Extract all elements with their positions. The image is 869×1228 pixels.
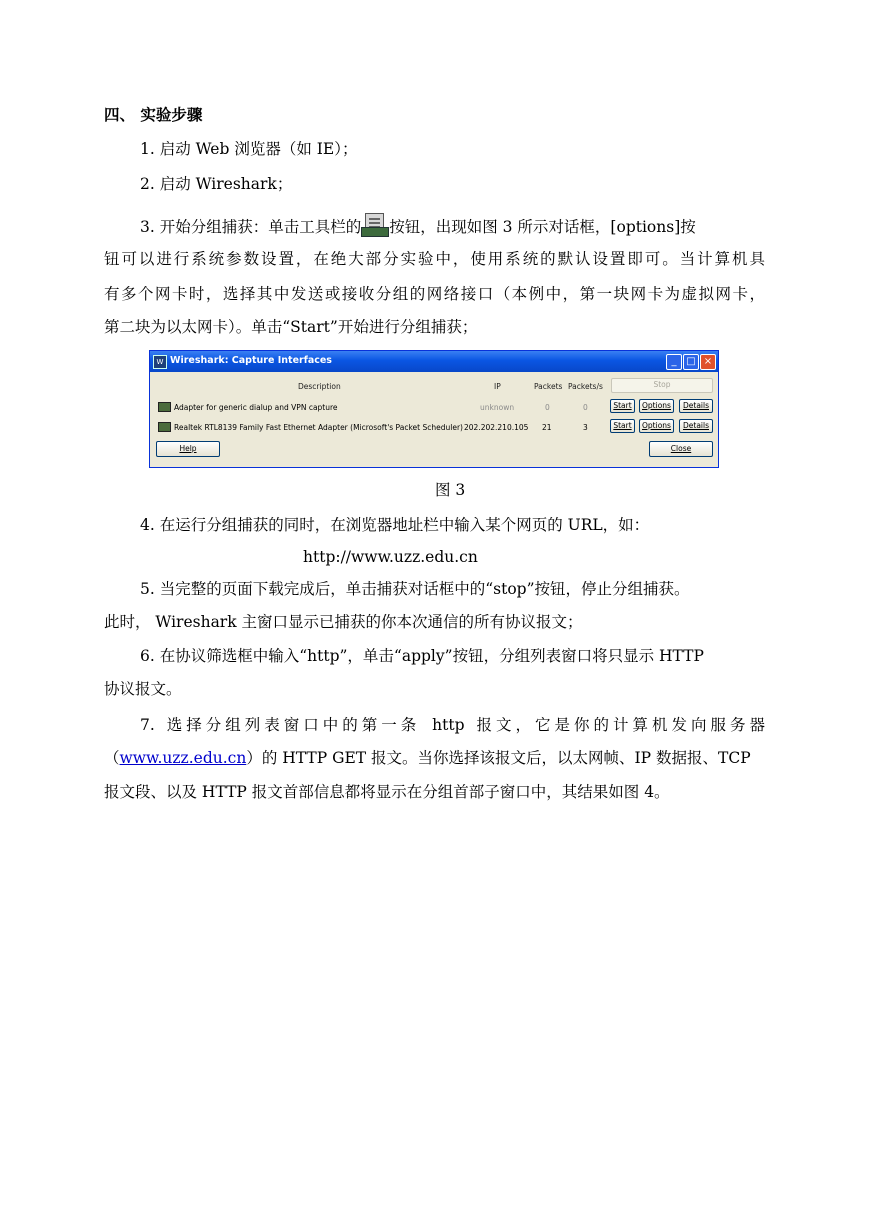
dialog-title: Wireshark: Capture Interfaces [170,355,332,366]
maximize-button[interactable]: □ [683,354,699,370]
step-7-text-post: ）的 HTTP GET 报文。当你选择该报文后，以太网帧、IP 数据报、TCP [246,749,751,767]
column-header-description: Description [298,382,341,391]
step-5-line-2: 此时， Wireshark 主窗口显示已捕获的你本次通信的所有协议报文； [104,613,583,631]
step-7-line-1: 7. 选择分组列表窗口中的第一条 http 报文，它是你的计算机发向服务器 [140,716,765,734]
uzz-link[interactable]: www.uzz.edu.cn [119,749,247,767]
network-adapter-icon [158,402,171,412]
row-1-packets-per-s: 0 [583,403,588,412]
step-6-line-1: 6. 在协议筛选框中输入“http”，单击“apply”按钮，分组列表窗口将只显示 HTTP [140,647,704,665]
dialog-titlebar[interactable] [150,351,718,372]
row-1-options-button[interactable]: Options [639,399,674,413]
column-header-packets-per-s: Packets/s [568,382,603,391]
step-3-line-3: 有多个网卡时，选择其中发送或接收分组的网络接口（本例中，第一块网卡为虚拟网卡， [104,285,765,303]
step-5-line-1: 5. 当完整的页面下载完成后，单击捕获对话框中的“stop”按钮，停止分组捕获。 [140,580,690,598]
step-2: 2. 启动 Wireshark； [140,175,293,193]
step-3-line-2: 钮可以进行系统参数设置，在绝大部分实验中，使用系统的默认设置即可。当计算机具 [104,250,765,268]
network-adapter-icon [158,422,171,432]
help-button[interactable]: Help [156,441,220,457]
row-2-start-button[interactable]: Start [610,419,635,433]
step-6-line-2: 协议报文。 [104,680,182,698]
step-3-line-4: 第二块为以太网卡）。单击“Start”开始进行分组捕获； [104,318,478,336]
step-3-text-b: 按钮，出现如图 3 所示对话框，[options]按 [389,218,696,236]
close-button[interactable]: Close [649,441,713,457]
row-2-packets: 21 [542,423,552,432]
row-1-start-button[interactable]: Start [610,399,635,413]
row-2-options-button[interactable]: Options [639,419,674,433]
step-3-text-a: 3. 开始分组捕获：单击工具栏的 [140,218,362,236]
capture-interfaces-icon [361,213,389,237]
minimize-button[interactable]: _ [666,354,682,370]
example-url: http://www.uzz.edu.cn [303,548,478,566]
capture-interfaces-dialog [149,350,719,468]
step-3-line-1 [140,213,696,238]
row-2-description: Realtek RTL8139 Family Fast Ethernet Adapter (Microsoft's Packet Scheduler) [174,423,463,432]
step-1: 1. 启动 Web 浏览器（如 IE）； [140,140,358,158]
column-header-ip: IP [494,382,501,391]
row-1-description: Adapter for generic dialup and VPN capture [174,403,338,412]
row-1-ip: unknown [480,403,515,412]
row-1-packets: 0 [545,403,550,412]
row-2-ip: 202.202.210.105 [464,423,529,432]
wireshark-app-icon: W [153,355,167,369]
section-heading: 四、 实验步骤 [104,106,203,124]
step-7-line-3: 报文段、以及 HTTP 报文首部信息都将显示在分组首部子窗口中，其结果如图 4。 [104,783,670,801]
figure-caption: 图 3 [435,481,466,499]
step-7-paren-open: （ [104,749,120,767]
close-window-button[interactable]: × [700,354,716,370]
column-header-packets: Packets [534,382,563,391]
step-4: 4. 在运行分组捕获的同时，在浏览器地址栏中输入某个网页的 URL，如： [140,516,650,534]
row-2-details-button[interactable]: Details [679,419,713,433]
step-7-line-2 [104,747,751,769]
stop-button[interactable]: Stop [611,378,713,393]
row-1-details-button[interactable]: Details [679,399,713,413]
row-2-packets-per-s: 3 [583,423,588,432]
